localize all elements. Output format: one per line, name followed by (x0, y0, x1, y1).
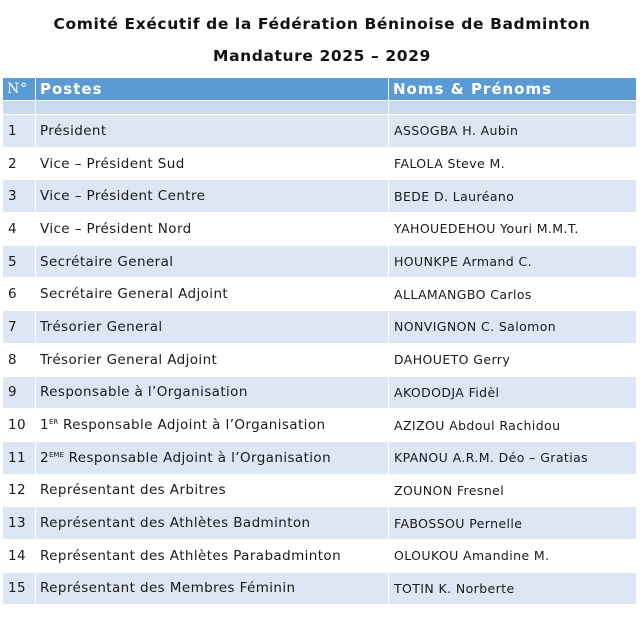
committee-table (2, 77, 637, 605)
row-post: Responsable à l’Organisation (36, 376, 389, 409)
header-name: Noms & Prénoms (389, 78, 637, 101)
row-number: 7 (3, 311, 36, 344)
table-row (3, 474, 637, 507)
row-name: TOTIN K. Norberte (389, 572, 637, 605)
row-name: AZIZOU Abdoul Rachidou (389, 409, 637, 442)
row-number: 5 (3, 245, 36, 278)
row-name: ASSOGBA H. Aubin (389, 115, 637, 148)
row-post: Représentant des Athlètes Parabadminton (36, 539, 389, 572)
row-number: 4 (3, 213, 36, 246)
post-ordinal: 1 (40, 417, 49, 434)
table-row (3, 147, 637, 180)
row-name: ZOUNON Fresnel (389, 474, 637, 507)
row-name: KPANOU A.R.M. Déo – Gratias (389, 441, 637, 474)
table-row (3, 278, 637, 311)
row-post (36, 441, 389, 474)
row-number: 9 (3, 376, 36, 409)
table-row (3, 441, 637, 474)
row-number: 3 (3, 180, 36, 213)
row-name: NONVIGNON C. Salomon (389, 311, 637, 344)
row-name: OLOUKOU Amandine M. (389, 539, 637, 572)
row-name: YAHOUEDEHOU Youri M.M.T. (389, 213, 637, 246)
row-number: 13 (3, 507, 36, 540)
table-row (3, 180, 637, 213)
row-number: 1 (3, 115, 36, 148)
table-row (3, 409, 637, 442)
table-row (3, 376, 637, 409)
post-label: Responsable Adjoint à l’Organisation (63, 449, 332, 466)
post-ordinal-suffix: EME (49, 450, 64, 459)
table-row (3, 572, 637, 605)
document-title: Comité Exécutif de la Fédération Béninoise de Badminton (53, 15, 591, 33)
row-number: 14 (3, 539, 36, 572)
table-row (3, 343, 637, 376)
row-name: BEDE D. Lauréano (389, 180, 637, 213)
row-name: ALLAMANGBO Carlos (389, 278, 637, 311)
post-ordinal-suffix: ER (49, 418, 59, 427)
row-number: 10 (3, 409, 36, 442)
row-number: 11 (3, 441, 36, 474)
row-post: Secrétaire General (36, 245, 389, 278)
table-row (3, 115, 637, 148)
row-name: AKODODJA Fidèl (389, 376, 637, 409)
row-post: Président (36, 115, 389, 148)
table-row (3, 245, 637, 278)
table-row (3, 311, 637, 344)
row-name: DAHOUETO Gerry (389, 343, 637, 376)
document-subtitle: Mandature 2025 – 2029 (213, 47, 431, 65)
row-post: Vice – Président Centre (36, 180, 389, 213)
table-row (3, 539, 637, 572)
header-spacer-row (3, 101, 637, 115)
table-header (3, 78, 637, 101)
row-post: Représentant des Arbitres (36, 474, 389, 507)
header-number: N° (3, 78, 36, 101)
row-post: Vice – Président Sud (36, 147, 389, 180)
row-number: 8 (3, 343, 36, 376)
row-post: Représentant des Membres Féminin (36, 572, 389, 605)
row-number: 2 (3, 147, 36, 180)
row-post: Secrétaire General Adjoint (36, 278, 389, 311)
table-body (3, 101, 637, 605)
table-row (3, 507, 637, 540)
row-name: FALOLA Steve M. (389, 147, 637, 180)
post-ordinal: 2 (40, 449, 49, 466)
post-label: Responsable Adjoint à l’Organisation (58, 417, 326, 434)
row-name: FABOSSOU Pernelle (389, 507, 637, 540)
row-post (36, 409, 389, 442)
row-number: 15 (3, 572, 36, 605)
row-name: HOUNKPE Armand C. (389, 245, 637, 278)
header-post: Postes (36, 78, 389, 101)
row-post: Représentant des Athlètes Badminton (36, 507, 389, 540)
row-post: Vice – Président Nord (36, 213, 389, 246)
row-post: Trésorier General (36, 311, 389, 344)
row-number: 6 (3, 278, 36, 311)
row-number: 12 (3, 474, 36, 507)
row-post: Trésorier General Adjoint (36, 343, 389, 376)
table-row (3, 213, 637, 246)
